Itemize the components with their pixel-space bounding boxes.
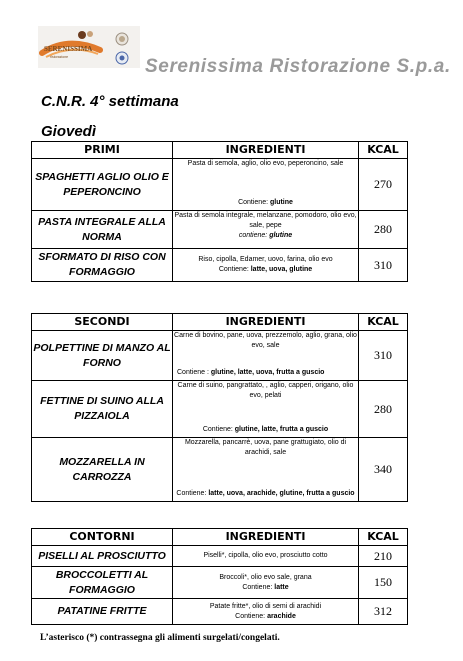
dish-name: PATATINE FRITTE <box>32 599 173 625</box>
table-header-row <box>32 529 408 546</box>
table-header-row <box>32 314 408 331</box>
dish-name: BROCCOLETTI AL FORMAGGIO <box>32 567 173 599</box>
svg-text:SERENISSIMA: SERENISSIMA <box>44 45 93 53</box>
ingredients-text: Pasta di semola, aglio, olio evo, peperoncino, sale <box>187 160 344 167</box>
table-row <box>32 381 408 438</box>
dish-name: PISELLI AL PROSCIUTTO <box>32 546 173 567</box>
allergen-line <box>177 583 354 593</box>
contains-label: contiene: <box>238 232 268 239</box>
secondi-table <box>31 313 408 502</box>
company-name: Serenissima Ristorazione S.p.a. <box>145 56 451 77</box>
dish-name: POLPETTINE DI MANZO AL FORNO <box>32 331 173 381</box>
table-row <box>32 438 408 502</box>
contains-label: Contiene: <box>242 583 273 591</box>
table-header-row <box>32 142 408 159</box>
dish-name: PASTA INTEGRALE ALLA NORMA <box>32 211 173 249</box>
ingredients-cell <box>173 546 359 567</box>
allergens: glutine <box>269 232 293 239</box>
ingredients-cell <box>173 438 359 502</box>
allergen-line <box>173 231 358 241</box>
kcal-value: 280 <box>359 381 408 438</box>
dish-name: FETTINE DI SUINO ALLA PIZZAIOLA <box>32 381 173 438</box>
col-ingredients: INGREDIENTI <box>173 142 359 159</box>
table-row <box>32 331 408 381</box>
allergens: arachide <box>267 612 296 620</box>
ingredients-text: Piselli*, cipolla, olio evo, prosciutto cotto <box>203 552 328 559</box>
contains-label: Contiene: <box>238 199 269 206</box>
contains-label: Contiene : <box>177 369 209 376</box>
allergens: latte, uova, glutine <box>250 266 313 273</box>
allergen-line <box>173 265 358 275</box>
contains-label: Contiene: <box>235 612 266 620</box>
table-row <box>32 567 408 599</box>
col-kcal: KCAL <box>359 142 408 159</box>
col-kcal: KCAL <box>359 314 408 331</box>
ingredients-text: Riso, cipolla, Edamer, uovo, farina, olio evo <box>198 256 333 263</box>
kcal-value: 150 <box>359 567 408 599</box>
svg-text:ristorazione: ristorazione <box>50 55 69 59</box>
table-row <box>32 249 408 282</box>
contains-label: Contiene: <box>202 426 233 433</box>
primi-table <box>31 141 408 282</box>
ingredients-cell <box>173 211 359 249</box>
ingredients-cell <box>173 159 359 211</box>
allergens: glutine <box>269 199 293 206</box>
col-ingredients: INGREDIENTI <box>173 314 359 331</box>
table-row <box>32 159 408 211</box>
company-logo <box>38 26 140 68</box>
table-row <box>32 211 408 249</box>
allergens: glutine, latte, frutta a guscio <box>234 426 329 433</box>
col-ingredients: INGREDIENTI <box>173 529 359 546</box>
allergen-line <box>177 612 354 622</box>
page-title: C.N.R. 4° settimana <box>41 93 179 110</box>
kcal-value: 312 <box>359 599 408 625</box>
dish-name: SPAGHETTI AGLIO OLIO E PEPERONCINO <box>32 159 173 211</box>
ingredients-text: Mozzarella, pancarrè, uova, pane grattugiato, olio di arachidi, sale <box>184 439 347 456</box>
allergens: latte <box>274 583 289 591</box>
ingredients-text: Patate fritte*, olio di semi di arachidi <box>209 602 322 610</box>
col-course: PRIMI <box>32 142 173 159</box>
dish-name: MOZZARELLA IN CARROZZA <box>32 438 173 502</box>
kcal-value: 310 <box>359 331 408 381</box>
kcal-value: 210 <box>359 546 408 567</box>
ingredients-cell <box>173 567 359 599</box>
table-row <box>32 546 408 567</box>
col-course: CONTORNI <box>32 529 173 546</box>
allergen-line <box>173 489 358 499</box>
kcal-value: 270 <box>359 159 408 211</box>
ingredients-text: Carne di suino, pangrattato, , aglio, capperi, origano, olio evo, pelati <box>177 382 354 399</box>
kcal-value: 310 <box>359 249 408 282</box>
ingredients-text: Broccoli*, olio evo sale, grana <box>219 573 312 581</box>
kcal-value: 340 <box>359 438 408 502</box>
contains-label: Contiene: <box>176 490 207 497</box>
col-course: SECONDI <box>32 314 173 331</box>
ingredients-cell <box>173 599 359 625</box>
ingredients-text: Carne di bovino, pane, uova, prezzemolo, aglio, grana, olio evo, sale <box>174 332 357 349</box>
day-label: Giovedì <box>41 123 97 140</box>
table-row <box>32 599 408 625</box>
allergen-line <box>173 198 358 208</box>
footnote: L’asterisco (*) contrassegna gli alimenti surgelati/congelati. <box>40 633 280 643</box>
ingredients-cell <box>173 331 359 381</box>
dish-name: SFORMATO DI RISO CON FORMAGGIO <box>32 249 173 282</box>
kcal-value: 280 <box>359 211 408 249</box>
contains-label: Contiene: <box>218 266 249 273</box>
allergen-line <box>177 368 354 378</box>
allergen-line <box>173 425 358 435</box>
contorni-table <box>31 528 408 625</box>
allergens: glutine, latte, uova, frutta a guscio <box>210 369 325 376</box>
ingredients-cell <box>173 381 359 438</box>
allergens: latte, uova, arachide, glutine, frutta a guscio <box>208 490 355 497</box>
ingredients-text: Pasta di semola integrale, melanzane, pomodoro, olio evo, sale, pepe <box>174 212 357 229</box>
ingredients-cell <box>173 249 359 282</box>
col-kcal: KCAL <box>359 529 408 546</box>
